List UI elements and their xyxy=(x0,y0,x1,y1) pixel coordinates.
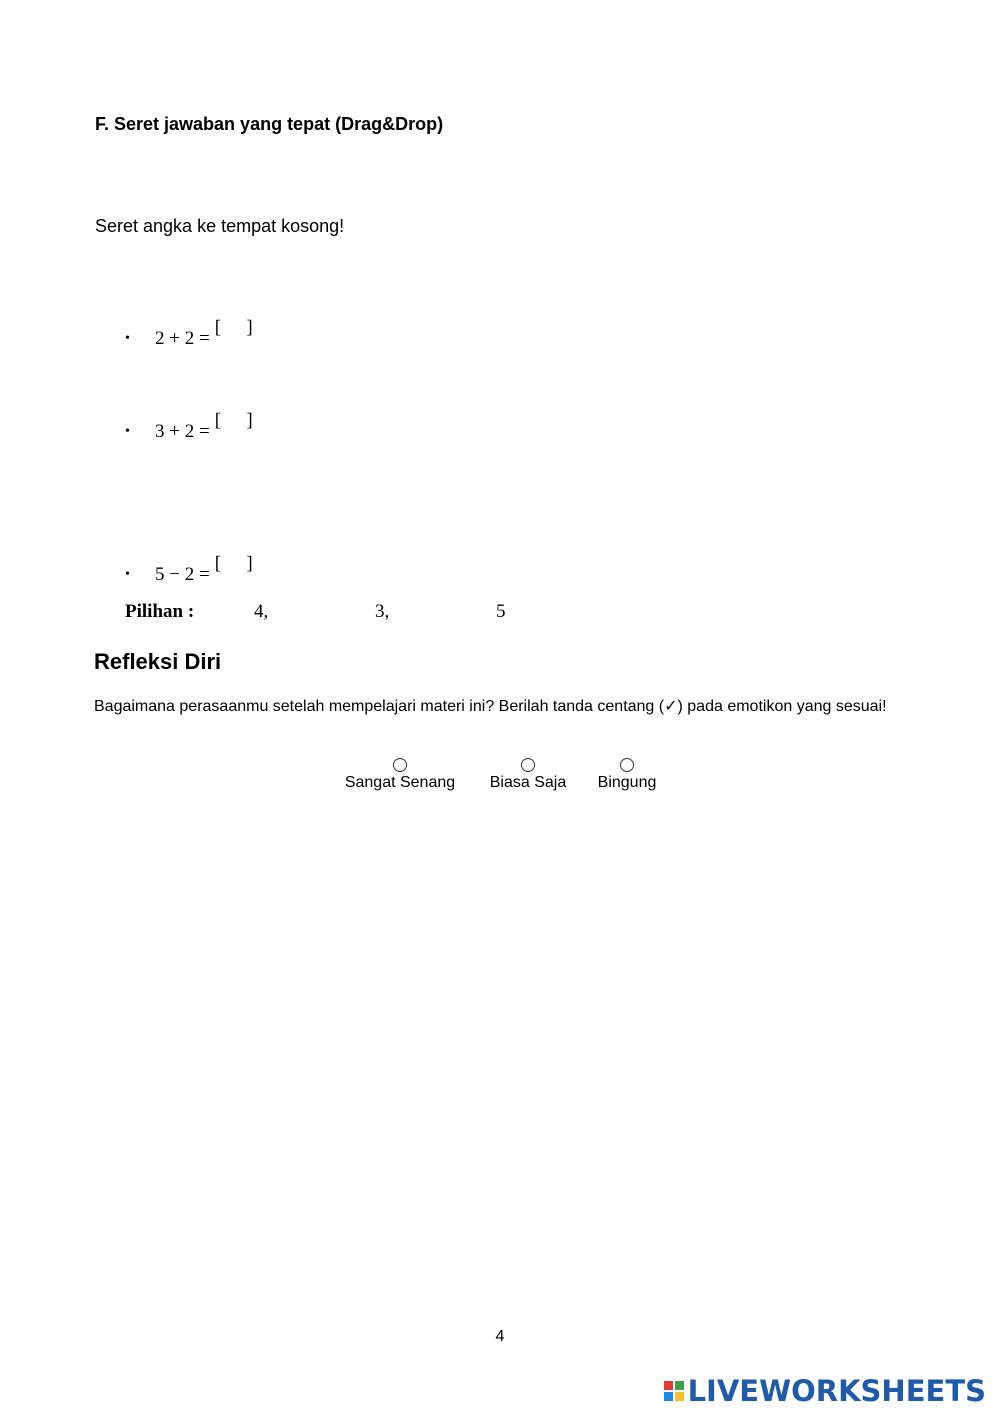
emotion-option-sangat-senang[interactable] xyxy=(330,758,470,792)
drop-target-3[interactable] xyxy=(215,554,253,580)
question-1 xyxy=(125,318,253,350)
reflection-question: Bagaimana perasaanmu setelah mempelajari materi ini? Berilah tanda centang (✓) pada emotikon yang sesuai! xyxy=(94,698,887,715)
emotion-label: Biasa Saja xyxy=(489,774,567,791)
drag-option-3[interactable]: 3, xyxy=(375,601,390,622)
liveworksheets-logo xyxy=(664,1374,986,1408)
drop-target-2[interactable] xyxy=(215,411,253,437)
brand-name: LIVEWORKSHEETS xyxy=(687,1374,986,1408)
drag-option-4[interactable]: 4, xyxy=(254,601,269,622)
instruction-text: Seret angka ke tempat kosong! xyxy=(95,216,345,236)
page-number: 4 xyxy=(495,1328,505,1345)
question-expression: 2 + 2 = xyxy=(155,328,210,349)
radio-circle-icon[interactable] xyxy=(521,758,535,772)
bullet-icon: • xyxy=(125,331,130,346)
emotion-label: Bingung xyxy=(597,774,657,791)
bullet-icon: • xyxy=(125,424,130,439)
reflection-title: Refleksi Diri xyxy=(94,649,222,674)
question-expression: 3 + 2 = xyxy=(155,421,210,442)
question-3 xyxy=(125,554,253,586)
question-expression: 5 − 2 = xyxy=(155,564,210,585)
section-heading: F. Seret jawaban yang tepat (Drag&Drop) xyxy=(95,114,444,134)
radio-circle-icon[interactable] xyxy=(393,758,407,772)
emotion-label: Sangat Senang xyxy=(344,774,456,791)
radio-circle-icon[interactable] xyxy=(620,758,634,772)
bullet-icon: • xyxy=(125,567,130,582)
drop-target-1[interactable] xyxy=(215,318,253,344)
choices-label: Pilihan : xyxy=(125,601,195,622)
drag-option-5[interactable]: 5 xyxy=(496,601,506,622)
logo-blocks-icon xyxy=(664,1381,684,1401)
question-2 xyxy=(125,411,253,443)
emotion-option-bingung[interactable] xyxy=(557,758,697,792)
